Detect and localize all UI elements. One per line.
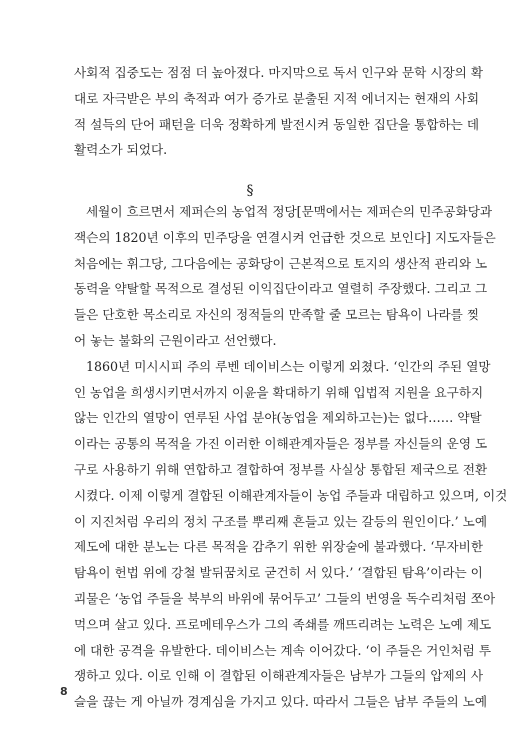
text-line: 사회적 집중도는 점점 더 높아졌다. 마지막으로 독서 인구와 문학 시장의 확 <box>74 65 484 80</box>
body-text <box>74 199 507 715</box>
text-line: 제도에 대한 분노는 다른 목적을 감추기 위한 위장술에 불과했다. ‘무자비한 <box>74 539 484 555</box>
page-number: 8 <box>60 685 68 698</box>
text-line: 대로 자극받은 부의 축적과 여가 증가로 분출된 지적 에너지는 현재의 사회 <box>74 90 479 106</box>
text-line: 에 대한 공격을 유발한다. 데이비스는 계속 이어갔다. ‘이 주들은 거인처럼 투 <box>74 642 492 658</box>
text-line: 탐욕이 헌법 위에 강철 발뒤꿈치로 굳건히 서 있다.’ ‘결합된 탐욕’이라는 이 <box>74 565 483 581</box>
text-line: 적 설득의 단어 패턴을 더욱 정확하게 발전시켜 동일한 집단을 통합하는 데 <box>74 116 479 132</box>
text-line: 구로 사용하기 위해 연합하고 결합하여 정부를 사실상 통합된 제국으로 전환 <box>74 461 488 477</box>
text-line: 이라는 공통의 목적을 가진 이러한 이해관계자들은 정부를 자신들의 운영 도 <box>74 436 488 452</box>
text-line: 괴물은 ‘농업 주들을 북부의 바위에 묶어두고’ 그들의 번영을 독수리처럼 쪼아 <box>74 590 496 606</box>
text-line: 잭슨의 1820년 이후의 민주당을 연결시켜 언급한 것으로 보인다] 지도자들은 <box>74 229 496 245</box>
text-line: 쟁하고 있다. 이로 인해 이 결합된 이해관계자들은 남부가 그들의 압제의 사 <box>74 668 484 684</box>
text-line: 시켰다. 이제 이렇게 결합된 이해관계자들이 농업 주들과 대립하고 있으며, 이것 <box>74 487 507 503</box>
text-line: 이 지진처럼 우리의 정치 구조를 뿌리째 흔들고 있는 갈등의 원인이다.’ 노예 <box>74 513 488 529</box>
text-line: 않는 인간의 열망이 연루된 사업 분야(농업을 제외하고는)는 없다…… 약탈 <box>74 410 482 426</box>
text-line: 인 농업을 희생시키면서까지 이윤을 확대하기 위해 입법적 지원을 요구하지 <box>74 384 484 400</box>
text-line: 들은 단호한 목소리로 자신의 정적들의 만족할 줄 모르는 탐욕이 나라를 찢 <box>74 307 479 323</box>
text-line: 어 놓는 불화의 근원이라고 선언했다. <box>74 332 277 348</box>
text-line: 동력을 약탈할 목적으로 결성된 이익집단이라고 열렬히 주장했다. 그리고 그 <box>74 281 488 297</box>
text-line: 1860년 미시시피 주의 루벤 데이비스는 이렇게 외쳤다. ‘인간의 주된 열망 <box>86 358 491 374</box>
text-line: 활력소가 되었다. <box>74 142 168 158</box>
text-line: 처음에는 휘그당, 그다음에는 공화당이 근본적으로 토지의 생산적 관리와 노 <box>74 255 488 271</box>
paragraph <box>74 60 484 163</box>
text-line: 세월이 흐르면서 제퍼슨의 농업적 정당[문맥에서는 제퍼슨의 민주공화당과 <box>86 204 493 219</box>
section-separator: § <box>246 183 254 199</box>
text-line: 슬을 끊는 게 아닐까 경계심을 가지고 있다. 따라서 그들은 남부 주들의 노예 <box>74 694 488 710</box>
text-line: 먹으며 살고 있다. 프로메테우스가 그의 족쇄를 깨뜨리려는 노력은 노예 제도 <box>74 616 492 632</box>
